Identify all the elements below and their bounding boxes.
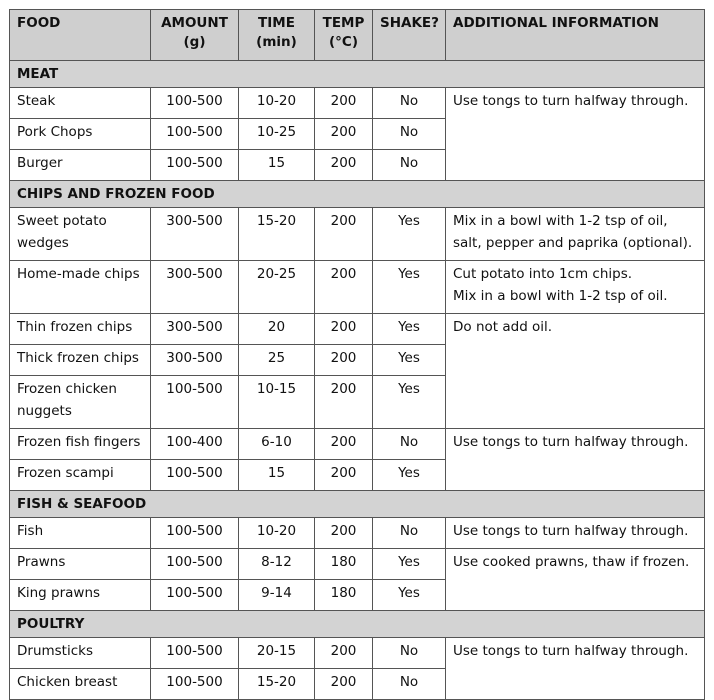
info-cell: Use tongs to turn halfway through. — [446, 638, 705, 700]
food-cell: Prawns — [10, 549, 151, 580]
shake-cell: Yes — [373, 261, 446, 314]
time-cell: 8-12 — [239, 549, 315, 580]
temp-cell: 180 — [315, 549, 373, 580]
amount-cell: 100-400 — [151, 429, 239, 460]
temp-cell: 200 — [315, 429, 373, 460]
section-fish — [10, 491, 705, 518]
shake-cell: Yes — [373, 345, 446, 376]
food-cell: Burger — [10, 150, 151, 181]
temp-cell: 200 — [315, 208, 373, 261]
food-cell: Pork Chops — [10, 119, 151, 150]
time-cell: 10-25 — [239, 119, 315, 150]
temp-cell: 200 — [315, 261, 373, 314]
table-row — [10, 88, 705, 119]
temp-cell: 200 — [315, 638, 373, 669]
time-cell: 15 — [239, 460, 315, 491]
temp-cell: 200 — [315, 88, 373, 119]
food-cell: Frozen scampi — [10, 460, 151, 491]
table-row — [10, 549, 705, 580]
temp-cell: 200 — [315, 460, 373, 491]
amount-cell: 100-500 — [151, 638, 239, 669]
food-cell: Drumsticks — [10, 638, 151, 669]
shake-cell: No — [373, 88, 446, 119]
amount-cell: 100-500 — [151, 119, 239, 150]
section-chips — [10, 181, 705, 208]
time-cell: 15-20 — [239, 669, 315, 700]
info-cell — [446, 261, 705, 314]
time-cell: 10-20 — [239, 88, 315, 119]
shake-cell: Yes — [373, 376, 446, 429]
info-cell: Do not add oil. — [446, 314, 705, 429]
food-cell: Chicken breast — [10, 669, 151, 700]
cooking-guide-table — [9, 9, 705, 700]
shake-cell: No — [373, 429, 446, 460]
amount-cell: 300-500 — [151, 345, 239, 376]
amount-cell: 100-500 — [151, 460, 239, 491]
header-temp: TEMP (°C) — [315, 10, 373, 61]
amount-cell: 100-500 — [151, 376, 239, 429]
amount-cell: 300-500 — [151, 261, 239, 314]
temp-cell: 180 — [315, 580, 373, 611]
info-line: Mix in a bowl with 1-2 tsp of oil. — [453, 288, 668, 304]
table-row — [10, 429, 705, 460]
shake-cell: Yes — [373, 580, 446, 611]
info-cell: Use tongs to turn halfway through. — [446, 88, 705, 181]
info-cell: Use cooked prawns, thaw if frozen. — [446, 549, 705, 611]
amount-cell: 100-500 — [151, 88, 239, 119]
table-row — [10, 314, 705, 345]
food-cell: Sweet potato wedges — [10, 208, 151, 261]
time-cell: 20-25 — [239, 261, 315, 314]
time-cell: 10-15 — [239, 376, 315, 429]
shake-cell: No — [373, 638, 446, 669]
temp-cell: 200 — [315, 669, 373, 700]
temp-cell: 200 — [315, 119, 373, 150]
section-poultry — [10, 611, 705, 638]
temp-cell: 200 — [315, 345, 373, 376]
amount-cell: 100-500 — [151, 150, 239, 181]
header-food: FOOD — [10, 10, 151, 61]
shake-cell: Yes — [373, 208, 446, 261]
table-row — [10, 638, 705, 669]
header-amount: AMOUNT (g) — [151, 10, 239, 61]
time-cell: 10-20 — [239, 518, 315, 549]
temp-cell: 200 — [315, 314, 373, 345]
header-shake: SHAKE? — [373, 10, 446, 61]
food-cell: Fish — [10, 518, 151, 549]
info-cell: Use tongs to turn halfway through. — [446, 429, 705, 491]
food-cell: Frozen chicken nuggets — [10, 376, 151, 429]
time-cell: 25 — [239, 345, 315, 376]
temp-cell: 200 — [315, 150, 373, 181]
shake-cell: Yes — [373, 314, 446, 345]
food-cell: Thin frozen chips — [10, 314, 151, 345]
amount-cell: 300-500 — [151, 314, 239, 345]
time-cell: 15-20 — [239, 208, 315, 261]
time-cell: 15 — [239, 150, 315, 181]
info-cell: Mix in a bowl with 1-2 tsp of oil, salt, pepper and paprika (optional). — [446, 208, 705, 261]
section-label: CHIPS AND FROZEN FOOD — [10, 181, 705, 208]
food-cell: King prawns — [10, 580, 151, 611]
table-row — [10, 208, 705, 261]
time-cell: 6-10 — [239, 429, 315, 460]
time-cell: 20 — [239, 314, 315, 345]
time-cell: 20-15 — [239, 638, 315, 669]
section-meat — [10, 61, 705, 88]
header-time: TIME (min) — [239, 10, 315, 61]
section-label: MEAT — [10, 61, 705, 88]
time-cell: 9-14 — [239, 580, 315, 611]
header-row — [10, 10, 705, 61]
amount-cell: 100-500 — [151, 518, 239, 549]
shake-cell: Yes — [373, 460, 446, 491]
header-info: ADDITIONAL INFORMATION — [446, 10, 705, 61]
shake-cell: No — [373, 669, 446, 700]
shake-cell: No — [373, 150, 446, 181]
amount-cell: 300-500 — [151, 208, 239, 261]
amount-cell: 100-500 — [151, 669, 239, 700]
temp-cell: 200 — [315, 376, 373, 429]
food-cell: Steak — [10, 88, 151, 119]
food-cell: Frozen fish fingers — [10, 429, 151, 460]
section-label: FISH & SEAFOOD — [10, 491, 705, 518]
section-label: POULTRY — [10, 611, 705, 638]
shake-cell: No — [373, 119, 446, 150]
shake-cell: Yes — [373, 549, 446, 580]
food-cell: Thick frozen chips — [10, 345, 151, 376]
food-cell: Home-made chips — [10, 261, 151, 314]
shake-cell: No — [373, 518, 446, 549]
info-cell: Use tongs to turn halfway through. — [446, 518, 705, 549]
amount-cell: 100-500 — [151, 580, 239, 611]
temp-cell: 200 — [315, 518, 373, 549]
amount-cell: 100-500 — [151, 549, 239, 580]
table-row — [10, 261, 705, 314]
info-line: Cut potato into 1cm chips. — [453, 266, 633, 282]
table-row — [10, 518, 705, 549]
